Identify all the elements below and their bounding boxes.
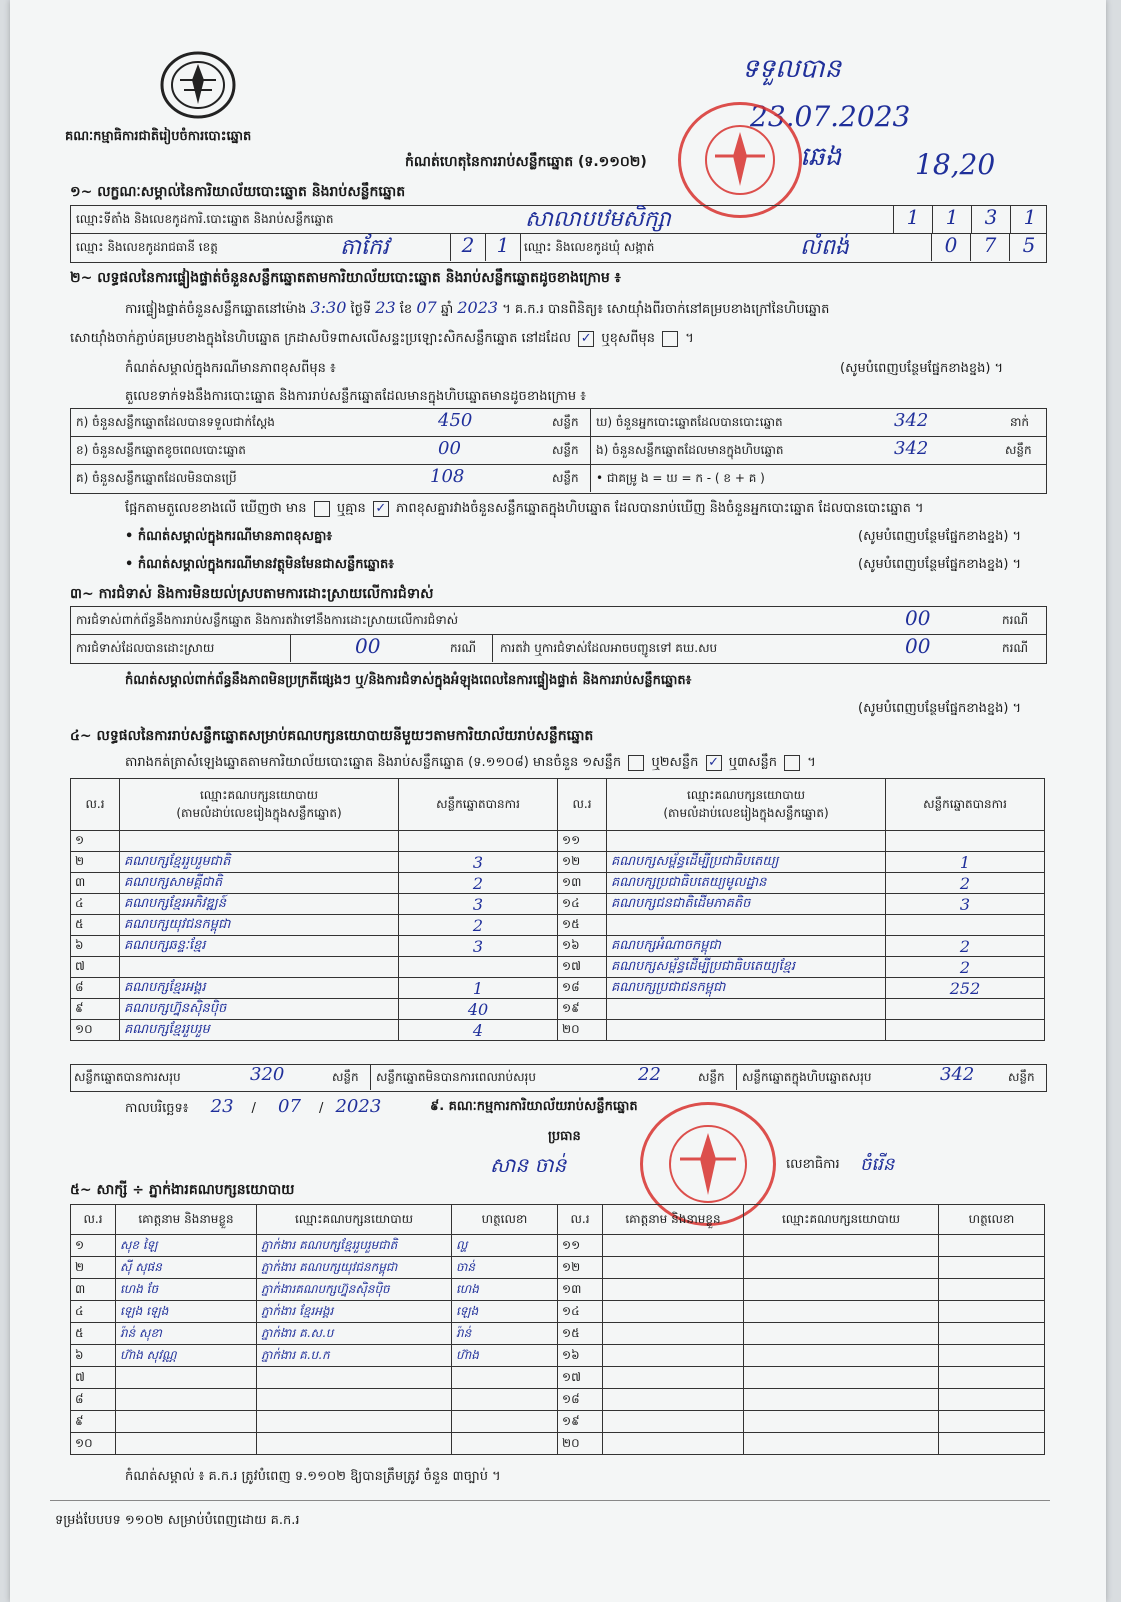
- result-no: ១៩: [558, 999, 607, 1020]
- result-no: ១: [71, 831, 120, 852]
- result-row: [71, 894, 558, 915]
- witness-name: សុខ ឡៃ: [116, 1235, 257, 1257]
- witness-empty-cell: [603, 1367, 744, 1389]
- witness-no: ២: [71, 1257, 116, 1279]
- verify-line1: ការផ្ទៀងផ្ទាត់ចំនួនសន្លឹកឆ្នោតនៅម៉ោង 3:30 ថ្ងៃទី 23 ខែ 07 ឆ្នាំ 2023 ។ គ.ក.រ បានពិនិត្យ៖ សោយ៉ាំងពីរចាក់នៅគម្របខាងក្រៅនៃហិបឆ្នោត: [125, 298, 830, 317]
- witness-no: ៧: [71, 1367, 116, 1389]
- witness-row: [71, 1433, 558, 1455]
- witness-party: ភ្នាក់ងារ ខ្មែរអង្គរ: [257, 1301, 452, 1323]
- witness-row: [558, 1301, 1045, 1323]
- result-no: ៤: [71, 894, 120, 915]
- witness-empty-cell: [744, 1367, 939, 1389]
- witness-party: [257, 1367, 452, 1389]
- witness-name: ឡេង ឡេង: [116, 1301, 257, 1323]
- witness-sign: ហ៊ាង: [452, 1345, 558, 1367]
- nec-logo: [158, 50, 238, 120]
- witness-row: [558, 1235, 1045, 1257]
- witness-empty-cell: [939, 1279, 1045, 1301]
- result-votes: 252: [886, 978, 1045, 999]
- witness-empty-cell: [744, 1279, 939, 1301]
- no-diff-checkbox[interactable]: ✓: [373, 501, 389, 517]
- witness-sign: [452, 1367, 558, 1389]
- result-no: ១៧: [558, 957, 607, 978]
- province-code: 2 1: [450, 233, 521, 261]
- voted-label: ឃ) ចំនួនអ្នកបោះឆ្នោតដែលបានបោះឆ្នោត: [596, 415, 783, 429]
- resolved-label: ការជំទាស់ដែលបានដោះស្រាយ: [76, 641, 215, 655]
- official-stamp-top: [678, 102, 802, 218]
- witness-name: [116, 1367, 257, 1389]
- result-votes: 2: [399, 873, 558, 894]
- witness-row: [71, 1411, 558, 1433]
- witness-row: [558, 1433, 1045, 1455]
- received-time: 18,20: [915, 148, 996, 181]
- result-no: ១១: [558, 831, 607, 852]
- witness-empty-cell: [744, 1411, 939, 1433]
- witness-party: ភ្នាក់ងារគណបក្សហ្វ៊ុនស៊ិនប៉ិច: [257, 1279, 452, 1301]
- witness-no: ១៦: [558, 1345, 603, 1367]
- result-votes: 2: [886, 873, 1045, 894]
- result-row: [558, 936, 1045, 957]
- commune-code: 0 7 5: [931, 233, 1048, 261]
- witness-no: ១: [71, 1235, 116, 1257]
- witness-sign: រ៉ាន់: [452, 1323, 558, 1345]
- result-party: [607, 831, 886, 852]
- section2-title: ២~ លទ្ធផលនៃការផ្ទៀងផ្ទាត់ចំនួនសន្លឹកឆ្នោតតាមការិយាល័យបោះឆ្នោត និងរាប់សន្លឹកឆ្នោតដូចខាងក្រោម ៖: [70, 270, 621, 286]
- witness-empty-cell: [744, 1257, 939, 1279]
- witness-row: [558, 1345, 1045, 1367]
- witness-sign: [452, 1411, 558, 1433]
- total-invalid-label: សន្លឹកឆ្នោតមិនបានការពេលរាប់សរុប: [376, 1070, 536, 1084]
- result-party: គណបក្សខ្មែររួបរួម: [120, 1020, 399, 1041]
- province-value: តាកែវ: [340, 235, 389, 260]
- objections-label: ការជំទាស់ពាក់ព័ន្ធនឹងការរាប់សន្លឹកឆ្នោត និងការតវ៉ាទៅនឹងការដោះស្រាយលើការជំទាស់: [76, 613, 459, 627]
- result-no: ១៤: [558, 894, 607, 915]
- witness-no: ១៤: [558, 1301, 603, 1323]
- total-invalid: 22: [638, 1064, 661, 1085]
- result-party: គណបក្សប្រជាធិបតេយ្យមូលដ្ឋាន: [607, 873, 886, 894]
- result-row: [71, 831, 558, 852]
- result-party: គណបក្សខ្មែរអង្គរ: [120, 978, 399, 999]
- result-votes: 1: [886, 852, 1045, 873]
- witness-party: [257, 1411, 452, 1433]
- section4-title: ៤~ លទ្ធផលនៃការរាប់សន្លឹកឆ្នោតសម្រាប់គណបក្សនយោបាយនីមួយៗតាមការិយាល័យរាប់សន្លឹកឆ្នោត: [70, 728, 594, 744]
- witness-row: [558, 1389, 1045, 1411]
- totals-row: [70, 1064, 1047, 1092]
- result-no: ២: [71, 852, 120, 873]
- result-votes: 3: [399, 852, 558, 873]
- witness-empty-cell: [939, 1257, 1045, 1279]
- result-votes: [886, 1020, 1045, 1041]
- result-party: គណបក្សសាមគ្គីជាតិ: [120, 873, 399, 894]
- witness-empty-cell: [603, 1345, 744, 1367]
- result-row: [558, 999, 1045, 1020]
- witness-no: ១០: [71, 1433, 116, 1455]
- result-row: [71, 936, 558, 957]
- witness-no: ៥: [71, 1323, 116, 1345]
- witness-empty-cell: [603, 1433, 744, 1455]
- unused-value: 108: [430, 466, 465, 487]
- witness-empty-cell: [939, 1411, 1045, 1433]
- received-value: 450: [438, 410, 473, 431]
- witness-party: ភ្នាក់ងារ គ.ស.ប: [257, 1323, 452, 1345]
- witness-empty-cell: [603, 1235, 744, 1257]
- result-row: [71, 999, 558, 1020]
- received-label: ក) ចំនួនសន្លឹកឆ្នោតដែលបានទទួលជាក់ស្តែង: [76, 415, 275, 429]
- result-votes: 3: [399, 936, 558, 957]
- result-no: ១៣: [558, 873, 607, 894]
- three-sheet-checkbox[interactable]: [784, 755, 800, 771]
- result-no: ៩: [71, 999, 120, 1020]
- witness-sign: ល្ហ: [452, 1235, 558, 1257]
- result-votes: 2: [886, 957, 1045, 978]
- witness-sign: ឡេង: [452, 1301, 558, 1323]
- result-votes: [399, 831, 558, 852]
- resolved-value: 00: [355, 634, 381, 658]
- witness-party: [257, 1433, 452, 1455]
- result-row: [71, 873, 558, 894]
- chair-signature: សាន ចាន់: [490, 1153, 567, 1177]
- witness-no: ១៧: [558, 1367, 603, 1389]
- witness-name: ហេង ចែ: [116, 1279, 257, 1301]
- location-code: 1 1 3 1: [893, 205, 1049, 233]
- signing-date: កាលបរិច្ឆេទ៖ 23 / 07 / 2023: [125, 1096, 382, 1117]
- non-ballot-note: • កំណត់សម្គាល់ក្នុងករណីមានវត្ថុមិនមែនជាសន្លឹកឆ្នោត៖: [125, 557, 394, 572]
- witness-party: ភ្នាក់ងារ គណបក្សយុវជនកម្ពុជា: [257, 1257, 452, 1279]
- witness-empty-cell: [939, 1345, 1045, 1367]
- province-label: ឈ្មោះ និងលេខកូដរាជធានី ខេត្ត: [76, 240, 218, 254]
- footnote: កំណត់សម្គាល់ ៖ គ.ក.រ ត្រូវបំពេញ ទ.១១០២ ឱ្យបានត្រឹមត្រូវ ចំនួន ៣ច្បាប់ ។: [125, 1469, 501, 1484]
- witness-empty-cell: [744, 1433, 939, 1455]
- one-sheet-checkbox[interactable]: [628, 755, 644, 771]
- witness-empty-cell: [939, 1389, 1045, 1411]
- witness-row: [558, 1279, 1045, 1301]
- result-no: ៦: [71, 936, 120, 957]
- result-party: គណបក្សប្រជាជនកម្ពុជា: [607, 978, 886, 999]
- witness-row: [558, 1367, 1045, 1389]
- witness-no: ៩: [71, 1411, 116, 1433]
- section4-intro: តារាងកត់ត្រាសំឡេងឆ្នោតតាមការិយាល័យបោះឆ្នោត និងរាប់សន្លឹកឆ្នោត (ទ.១១០៨) មានចំនួន ១សន្លឹក ឬ២សន្លឹក ✓ ឬ៣សន្លឹក ។: [125, 754, 816, 770]
- witness-no: ១៣: [558, 1279, 603, 1301]
- result-party: [607, 915, 886, 936]
- result-no: ១៥: [558, 915, 607, 936]
- received-date: 23.07.2023: [750, 100, 911, 133]
- witness-row: [71, 1301, 558, 1323]
- forwarded-value: 00: [905, 634, 931, 658]
- witness-no: ១៩: [558, 1411, 603, 1433]
- result-row: [558, 915, 1045, 936]
- witness-no: ៨: [71, 1389, 116, 1411]
- witness-row: [71, 1235, 558, 1257]
- difference-fill-note: (សូមបំពេញបន្ថែមផ្នែកខាងខ្នង) ។: [840, 361, 1004, 376]
- section1-title: ១~ លក្ខណៈសម្គាល់នៃការិយាល័យបោះឆ្នោត និងរាប់សន្លឹកឆ្នោត: [70, 184, 406, 200]
- witness-empty-cell: [744, 1235, 939, 1257]
- witness-party: ភ្នាក់ងារ គណបក្សខ្មែររួបរួមជាតិ: [257, 1235, 452, 1257]
- result-row: [71, 957, 558, 978]
- witness-no: ៣: [71, 1279, 116, 1301]
- result-votes: 2: [399, 915, 558, 936]
- witness-empty-cell: [939, 1433, 1045, 1455]
- result-votes: 3: [399, 894, 558, 915]
- verify-line2: សោយ៉ាំងចាក់ភ្ជាប់គម្របខាងក្នុងនៃហិបឆ្នោត ក្រដាសបិទពាសលើសន្ទះប្រឡោះសិកសន្លឹកឆ្នោត នៅដដែល ✓ ឬខុសពីមុន ។: [70, 330, 694, 346]
- witness-table-right: ល.រ គោត្តនាម និងនាមខ្លួន ឈ្មោះគណបក្សនយោបាយ ហត្ថលេខា ១១ ១២ ១៣ ១៤ ១៥ ១៦ ១៧ ១៨ ១៩ ២០: [557, 1204, 1045, 1455]
- spoiled-label: ខ) ចំនួនសន្លឹកឆ្នោតខូចពេលបោះឆ្នោត: [76, 443, 246, 457]
- witness-empty-cell: [744, 1323, 939, 1345]
- has-diff-checkbox[interactable]: [314, 501, 330, 517]
- witness-name: [116, 1433, 257, 1455]
- result-party: គណបក្សជនជាតិដើមភាគតិច: [607, 894, 886, 915]
- location-label: ឈ្មោះទីតាំង និងលេខកូដការិ.បោះឆ្នោត និងរាប់សន្លឹកឆ្នោត: [76, 212, 334, 226]
- witness-no: ១២: [558, 1257, 603, 1279]
- witness-empty-cell: [603, 1301, 744, 1323]
- in-box-label: ង) ចំនួនសន្លឹកឆ្នោតដែលមានក្នុងហិបឆ្នោត: [596, 443, 784, 457]
- witness-row: [71, 1279, 558, 1301]
- chair-label: ប្រធាន: [548, 1129, 581, 1144]
- diff-note: • កំណត់សម្គាល់ក្នុងករណីមានភាពខុសគ្នា៖: [125, 529, 333, 544]
- total-valid: 320: [250, 1064, 285, 1085]
- formula: • ជាគម្រូ ង = ឃ = ក - ( ខ + គ ): [596, 471, 765, 485]
- witness-empty-cell: [603, 1411, 744, 1433]
- witness-no: ១១: [558, 1235, 603, 1257]
- commune-value: លំពង់: [800, 235, 849, 260]
- witness-table-left: ល.រ គោត្តនាម និងនាមខ្លួន ឈ្មោះគណបក្សនយោបាយ ហត្ថលេខា ១ សុខ ឡៃ ភ្នាក់ងារ គណបក្សខ្មែររួបរួមជាតិ ល្ហ ២ ស៊ី សុផន ភ្នាក់ងារ គណបក្សយុវជនកម្ពុជា ចាន់ ៣ ហេង ចែ ភ្នាក់ងារគណបក្សហ្វ៊ុនស៊ិនប៉ិច ហេង ៤ ឡេង ឡេង ភ្នាក់ងារ ខ្មែរអង្គរ ឡេង ៥ រ៉ាន់ សុខា ភ្នាក់ងារ គ.ស.ប រ៉ាន់ ៦ ហ៊ាង សុវណ្ណ ភ្នាក់ងារ គ.ប.ក ហ៊ាង ៧ ៨ ៩ ១០: [70, 1204, 558, 1455]
- unused-label: គ) ចំនួនសន្លឹកឆ្នោតដែលមិនបានប្រើ: [76, 471, 237, 485]
- witness-empty-cell: [939, 1323, 1045, 1345]
- result-party: [120, 831, 399, 852]
- result-row: [71, 1020, 558, 1041]
- result-no: ៨: [71, 978, 120, 999]
- results-table-left: ល.រ ឈ្មោះគណបក្សនយោបាយ (តាមលំដាប់លេខរៀងក្នុងសន្លឹកឆ្នោត) សន្លឹកឆ្នោតបានការ ១ ២ គណបក្សខ្មែររួបរួមជាតិ 3 ៣ គណបក្សសាមគ្គីជាតិ 2 ៤ គណបក្សខ្មែរអភិវឌ្ឍន៍ 3 ៥ គណបក្សយុវជនកម្ពុជា 2 ៦ គណបក្សឆន្ទៈខ្មែរ 3 ៧ ៨ គណបក្សខ្មែរអង្គរ 1 ៩ គណបក្សហ្វ៊ុនស៊ិនប៉ិច 40 ១០ គណបក្សខ្មែររួបរួម 4: [70, 778, 558, 1041]
- secretary-name: ចំរើន: [860, 1154, 895, 1175]
- result-row: [71, 915, 558, 936]
- result-party: [607, 1020, 886, 1041]
- result-row: [558, 1020, 1045, 1041]
- witness-sign: ហេង: [452, 1279, 558, 1301]
- result-no: ១៦: [558, 936, 607, 957]
- witness-sign: [452, 1389, 558, 1411]
- result-party: គណបក្សសម្ព័ន្ធដើម្បីប្រជាធិបតេយ្យ: [607, 852, 886, 873]
- section3-title: ៣~ ការជំទាស់ និងការមិនយល់ស្របតាមការដោះស្រាយលើការជំទាស់: [70, 586, 434, 602]
- different-checkbox[interactable]: [662, 331, 678, 347]
- result-party: គណបក្សហ្វ៊ុនស៊ិនប៉ិច: [120, 999, 399, 1020]
- witness-no: ៤: [71, 1301, 116, 1323]
- result-party: គណបក្សអំណាចកម្ពុជា: [607, 936, 886, 957]
- witness-empty-cell: [939, 1301, 1045, 1323]
- witness-sign: [452, 1433, 558, 1455]
- total-box: 342: [940, 1064, 975, 1085]
- result-party: គណបក្សខ្មែររួបរួមជាតិ: [120, 852, 399, 873]
- witness-no: ៦: [71, 1345, 116, 1367]
- witness-empty-cell: [939, 1235, 1045, 1257]
- result-no: ២០: [558, 1020, 607, 1041]
- voted-value: 342: [894, 410, 929, 431]
- result-party: គណបក្សឆន្ទៈខ្មែរ: [120, 936, 399, 957]
- result-votes: 3: [886, 894, 1045, 915]
- result-row: [558, 978, 1045, 999]
- result-votes: [399, 957, 558, 978]
- witness-row: [558, 1323, 1045, 1345]
- result-no: ១០: [71, 1020, 120, 1041]
- witness-no: ១៨: [558, 1389, 603, 1411]
- form-title: កំណត់ហេតុនៃការរាប់សន្លឹកឆ្នោត (ទ.១១០២): [405, 154, 647, 170]
- secretary-label: លេខាធិការ: [786, 1157, 840, 1172]
- witness-name: [116, 1411, 257, 1433]
- objections-value: 00: [905, 606, 931, 630]
- witness-row: [71, 1389, 558, 1411]
- result-party: [120, 957, 399, 978]
- form-sheet: គណៈកម្មាធិការជាតិរៀបចំការបោះឆ្នោត ទទួលបាន 23.07.2023 18,20 ឆេង កំណត់ហេតុនៃការរាប់សន្លឹកឆ្នោត (ទ.១១០២) ១~ លក្ខណៈសម្គាល់នៃការិយាល័យបោះឆ្នោត និងរាប់សន្លឹកឆ្នោត ឈ្មោះទីតាំង និងលេខកូដការិ.បោះឆ្នោត និងរាប់សន្លឹកឆ្នោត សាលាបឋមសិក្សា 1 1 3 1 ឈ្មោះ និងលេខកូដរាជធានី ខេត្ត តាកែវ 2 1 ឈ្មោះ និងលេខកូដឃុំ សង្កាត់ លំពង់ 0 7 5 ២~ លទ្ធផលនៃការផ្ទៀងផ្ទាត់ចំនួនសន្លឹកឆ្នោតតាមការិយាល័យបោះឆ្នោត និងរាប់សន្លឹកឆ្នោតដូចខាងក្រោម ៖ ការផ្ទៀងផ្ទាត់ចំនួនសន្លឹកឆ្នោតនៅម៉ោង 3:30 ថ្ងៃទី 23 ខែ 07 ឆ្នាំ 2023 ។ គ.ក.រ បានពិនិត្យ៖ សោយ៉ាំងពីរចាក់នៅគម្របខាងក្រៅនៃហិបឆ្នោត សោយ៉ាំងចាក់ភ្ជាប់គម្របខាងក្នុងនៃហិបឆ្នោត ក្រដាសបិទពាសលើសន្ទះប្រឡោះសិកសន្លឹកឆ្នោត នៅដដែល ✓ ឬខុសពីមុន ។ កំណត់សម្គាល់ក្នុងករណីមានភាពខុសពីមុន ៖ (សូមបំពេញបន្ថែមផ្នែកខាងខ្នង) ។ តួលេខទាក់ទងនឹងការបោះឆ្នោត និងការរាប់សន្លឹកឆ្នោតដែលមានក្នុងហិបឆ្នោតមានដូចខាងក្រោម ៖ ក) ចំនួនសន្លឹកឆ្នោតដែលបានទទួលជាក់ស្តែង 450 សន្លឹក ខ) ចំនួនសន្លឹកឆ្នោតខូចពេលបោះឆ្នោត 00 សន្លឹក គ) ចំនួនសន្លឹកឆ្នោតដែលមិនបានប្រើ 108 សន្លឹក ឃ) ចំនួនអ្នកបោះឆ្នោតដែលបានបោះឆ្នោត 342 នាក់ ង) ចំនួនសន្លឹកឆ្នោតដែលមានក្នុងហិបឆ្នោត 342 សន្លឹក • ជាគម្រូ ង = ឃ = ក - ( ខ + គ ) ផ្អែកតាមតួលេខខាងលើ ឃើញថា មាន ឬគ្មាន ✓ ភាពខុសគ្នារវាងចំនួនសន្លឹកឆ្នោតក្នុងហិបឆ្នោត ដែលបានរាប់ឃើញ និងចំនួនអ្នកបោះឆ្នោត ដែលបានបោះឆ្នោត ។ • កំណត់សម្គាល់ក្នុងករណីមានភាពខុសគ្នា៖ (សូមបំពេញបន្ថែមផ្នែកខាងខ្នង) ។ • កំណត់សម្គាល់ក្នុងករណីមានវត្ថុមិនមែនជាសន្លឹកឆ្នោត៖ (សូមបំពេញបន្ថែមផ្នែកខាងខ្នង) ។ ៣~ ការជំទាស់ និងការមិនយល់ស្របតាមការដោះស្រាយលើការជំទាស់ ការជំទាស់ពាក់ព័ន្ធនឹងការរាប់សន្លឹកឆ្នោត និងការតវ៉ាទៅនឹងការដោះស្រាយលើការជំទាស់ 00 ករណី ការជំទាស់ដែលបានដោះស្រាយ 00 ករណី ការតវ៉ា ឬការជំទាស់ដែលអាចបញ្ជូនទៅ គឃ.សប 00 ករណី កំណត់សម្គាល់ពាក់ព័ន្ធនឹងភាពមិនប្រក្រតីផ្សេងៗ ឬ/និងការជំទាស់ក្នុងអំឡុងពេលនៃការផ្ទៀងផ្ទាត់ និងការរាប់សន្លឹកឆ្នោត៖ (សូមបំពេញបន្ថែមផ្នែកខាងខ្នង) ។ ៤~ លទ្ធផលនៃការរាប់សន្លឹកឆ្នោតសម្រាប់គណបក្សនយោបាយនីមួយៗតាមការិយាល័យរាប់សន្លឹកឆ្នោត តារាងកត់ត្រាសំឡេងឆ្នោតតាមការិយាល័យបោះឆ្នោត និងរាប់សន្លឹកឆ្នោត (ទ.១១០៨) មានចំនួន ១សន្លឹក ឬ២សន្លឹក ✓ ឬ៣សន្លឹក ។ ល.រ ឈ្មោះគណបក្សនយោបាយ (តាមលំដាប់លេខរៀងក្នុងសន្លឹកឆ្នោត) សន្លឹកឆ្នោតបានការ ១ ២ គណបក្សខ្មែររួបរួមជាតិ 3 ៣ គណបក្សសាមគ្គីជាតិ 2 ៤ គណបក្សខ្មែរអភិវឌ្ឍន៍ 3 ៥ គណបក្សយុវជនកម្ពុជា 2 ៦ គណបក្សឆន្ទៈខ្មែរ 3 ៧ ៨ គណបក្សខ្មែរអង្គរ 1 ៩ គណបក្សហ្វ៊ុនស៊ិនប៉ិច 40 ១០ គណបក្សខ្មែររួបរួម 4 ល.រ ឈ្មោះគណបក្សនយោបាយ (តាមលំដាប់លេខរៀងក្នុងសន្លឹកឆ្នោត) សន្លឹកឆ្នោតបានការ ១១ ១២ គណបក្សសម្ព័ន្ធដើម្បីប្រជាធិបតេយ្យ 1 ១៣ គណបក្សប្រជាធិបតេយ្យមូលដ្ឋាន 2 ១៤ គណបក្សជនជាតិដើមភាគតិច 3 ១៥ ១៦ គណបក្សអំណាចកម្ពុជា 2 ១៧ គណបក្សសម្ព័ន្ធដើម្បីប្រជាធិបតេយ្យខ្មែរ 2 ១៨ គណបក្សប្រជាជនកម្ពុជា 252 ១៩ ២០ សន្លឹកឆ្នោតបានការសរុប 320 សន្លឹក សន្លឹកឆ្នោតមិនបានការពេលរាប់សរុប 22 សន្លឹក សន្លឹកឆ្នោតក្នុងហិបឆ្នោតសរុប 342 សន្លឹក កាលបរិច្ឆេទ៖ 23 / 07 / 2023 ៩. គណៈកម្មការការិយាល័យរាប់សន្លឹកឆ្នោត ប្រធាន សាន ចាន់ លេខាធិការ ចំរើន ៥~ សាក្សី ÷ ភ្នាក់ងារគណបក្សនយោបាយ ល.រ គោត្តនាម និងនាមខ្លួន ឈ្មោះគណបក្សនយោបាយ ហត្ថលេខា ១ សុខ ឡៃ ភ្នាក់ងារ គណបក្សខ្មែររួបរួមជាតិ ល្ហ ២ ស៊ី សុផន ភ្នាក់ងារ គណបក្សយុវជនកម្ពុជា ចាន់ ៣ ហេង ចែ ភ្នាក់ងារគណបក្សហ្វ៊ុនស៊ិនប៉ិច ហេង ៤ ឡេង ឡេង ភ្នាក់ងារ ខ្មែរអង្គរ ឡេង ៥ រ៉ាន់ សុខា ភ្នាក់ងារ គ.ស.ប រ៉ាន់ ៦ ហ៊ាង សុវណ្ណ ភ្នាក់ងារ គ.ប.ក ហ៊ាង ៧ ៨ ៩ ១០ ល.រ គោត្តនាម និងនាមខ្លួន ឈ្មោះគណបក្សនយោបាយ ហត្ថលេខា ១១ ១២ ១៣ ១៤ ១៥ ១៦ ១៧ ១៨ ១៩ ២០ កំណត់សម្គាល់ ៖ គ.ក.រ ត្រូវបំពេញ ទ.១១០២ ឱ្យបានត្រឹមត្រូវ ចំនួន ៣ច្បាប់ ។ ទម្រង់បែបបទ ១១០២ សម្រាប់បំពេញដោយ គ.ក.រ: [10, 0, 1106, 1602]
- result-votes: 40: [399, 999, 558, 1020]
- result-no: ៧: [71, 957, 120, 978]
- witness-row: [558, 1257, 1045, 1279]
- result-row: [558, 957, 1045, 978]
- results-table-right: ល.រ ឈ្មោះគណបក្សនយោបាយ (តាមលំដាប់លេខរៀងក្នុងសន្លឹកឆ្នោត) សន្លឹកឆ្នោតបានការ ១១ ១២ គណបក្សសម្ព័ន្ធដើម្បីប្រជាធិបតេយ្យ 1 ១៣ គណបក្សប្រជាធិបតេយ្យមូលដ្ឋាន 2 ១៤ គណបក្សជនជាតិដើមភាគតិច 3 ១៥ ១៦ គណបក្សអំណាចកម្ពុជា 2 ១៧ គណបក្សសម្ព័ន្ធដើម្បីប្រជាធិបតេយ្យខ្មែរ 2 ១៨ គណបក្សប្រជាជនកម្ពុជា 252 ១៩ ២០: [557, 778, 1045, 1041]
- result-party: [607, 999, 886, 1020]
- witness-name: រ៉ាន់ សុខា: [116, 1323, 257, 1345]
- total-box-label: សន្លឹកឆ្នោតក្នុងហិបឆ្នោតសរុប: [742, 1070, 872, 1084]
- committee-label: ៩. គណៈកម្មការការិយាល័យរាប់សន្លឹកឆ្នោត: [430, 1099, 638, 1114]
- irregularity-note: កំណត់សម្គាល់ពាក់ព័ន្ធនឹងភាពមិនប្រក្រតីផ្សេងៗ ឬ/និងការជំទាស់ក្នុងអំឡុងពេលនៃការផ្ទៀងផ្ទាត់ និងការរាប់សន្លឹកឆ្នោត៖: [125, 673, 692, 688]
- witness-row: [71, 1345, 558, 1367]
- two-sheet-checkbox[interactable]: ✓: [706, 755, 722, 771]
- witness-row: [71, 1367, 558, 1389]
- result-no: ១៨: [558, 978, 607, 999]
- result-no: ៥: [71, 915, 120, 936]
- figures-intro: តួលេខទាក់ទងនឹងការបោះឆ្នោត និងការរាប់សន្លឹកឆ្នោតដែលមានក្នុងហិបឆ្នោតមានដូចខាងក្រោម ៖: [125, 389, 586, 404]
- witness-empty-cell: [603, 1279, 744, 1301]
- witness-empty-cell: [603, 1323, 744, 1345]
- result-party: គណបក្សខ្មែរអភិវឌ្ឍន៍: [120, 894, 399, 915]
- witness-name: [116, 1389, 257, 1411]
- compare-line: ផ្អែកតាមតួលេខខាងលើ ឃើញថា មាន ឬគ្មាន ✓ ភាពខុសគ្នារវាងចំនួនសន្លឹកឆ្នោតក្នុងហិបឆ្នោត ដែលបានរាប់ឃើញ និងចំនួនអ្នកបោះឆ្នោត ដែលបានបោះឆ្នោត ។: [125, 500, 924, 516]
- received-note: ទទួលបាន: [742, 54, 842, 84]
- commune-label: ឈ្មោះ និងលេខកូដឃុំ សង្កាត់: [524, 240, 655, 254]
- result-votes: [886, 915, 1045, 936]
- witness-name: ហ៊ាង សុវណ្ណ: [116, 1345, 257, 1367]
- witness-empty-cell: [603, 1257, 744, 1279]
- result-party: គណបក្សសម្ព័ន្ធដើម្បីប្រជាធិបតេយ្យខ្មែរ: [607, 957, 886, 978]
- witness-no: ២០: [558, 1433, 603, 1455]
- witness-sign: ចាន់: [452, 1257, 558, 1279]
- result-votes: 2: [886, 936, 1045, 957]
- witness-party: [257, 1389, 452, 1411]
- witness-empty-cell: [744, 1389, 939, 1411]
- form-footer: ទម្រង់បែបបទ ១១០២ សម្រាប់បំពេញដោយ គ.ក.រ: [55, 1513, 300, 1528]
- witness-empty-cell: [939, 1367, 1045, 1389]
- result-row: [71, 852, 558, 873]
- section5-title: ៥~ សាក្សី ÷ ភ្នាក់ងារគណបក្សនយោបាយ: [70, 1182, 295, 1198]
- witness-row: [71, 1323, 558, 1345]
- difference-note: កំណត់សម្គាល់ក្នុងករណីមានភាពខុសពីមុន ៖: [125, 361, 336, 376]
- result-votes: [886, 831, 1045, 852]
- committee-name: គណៈកម្មាធិការជាតិរៀបចំការបោះឆ្នោត: [65, 129, 252, 144]
- witness-no: ១៥: [558, 1323, 603, 1345]
- witness-empty-cell: [744, 1301, 939, 1323]
- witness-party: ភ្នាក់ងារ គ.ប.ក: [257, 1345, 452, 1367]
- witness-row: [558, 1411, 1045, 1433]
- same-checkbox[interactable]: ✓: [578, 331, 594, 347]
- received-sign: ឆេង: [800, 142, 842, 172]
- witness-row: [71, 1257, 558, 1279]
- result-votes: [886, 999, 1045, 1020]
- result-votes: 4: [399, 1020, 558, 1041]
- result-row: [558, 894, 1045, 915]
- location-value: សាលាបឋមសិក្សា: [525, 207, 671, 232]
- in-box-value: 342: [894, 438, 929, 459]
- result-row: [71, 978, 558, 999]
- result-row: [558, 852, 1045, 873]
- forwarded-label: ការតវ៉ា ឬការជំទាស់ដែលអាចបញ្ជូនទៅ គឃ.សប: [500, 641, 718, 655]
- result-row: [558, 873, 1045, 894]
- result-no: ១២: [558, 852, 607, 873]
- witness-empty-cell: [744, 1345, 939, 1367]
- result-votes: 1: [399, 978, 558, 999]
- witness-empty-cell: [603, 1389, 744, 1411]
- spoiled-value: 00: [438, 438, 461, 459]
- witness-name: ស៊ី សុផន: [116, 1257, 257, 1279]
- result-party: គណបក្សយុវជនកម្ពុជា: [120, 915, 399, 936]
- total-valid-label: សន្លឹកឆ្នោតបានការសរុប: [74, 1070, 181, 1084]
- result-no: ៣: [71, 873, 120, 894]
- result-row: [558, 831, 1045, 852]
